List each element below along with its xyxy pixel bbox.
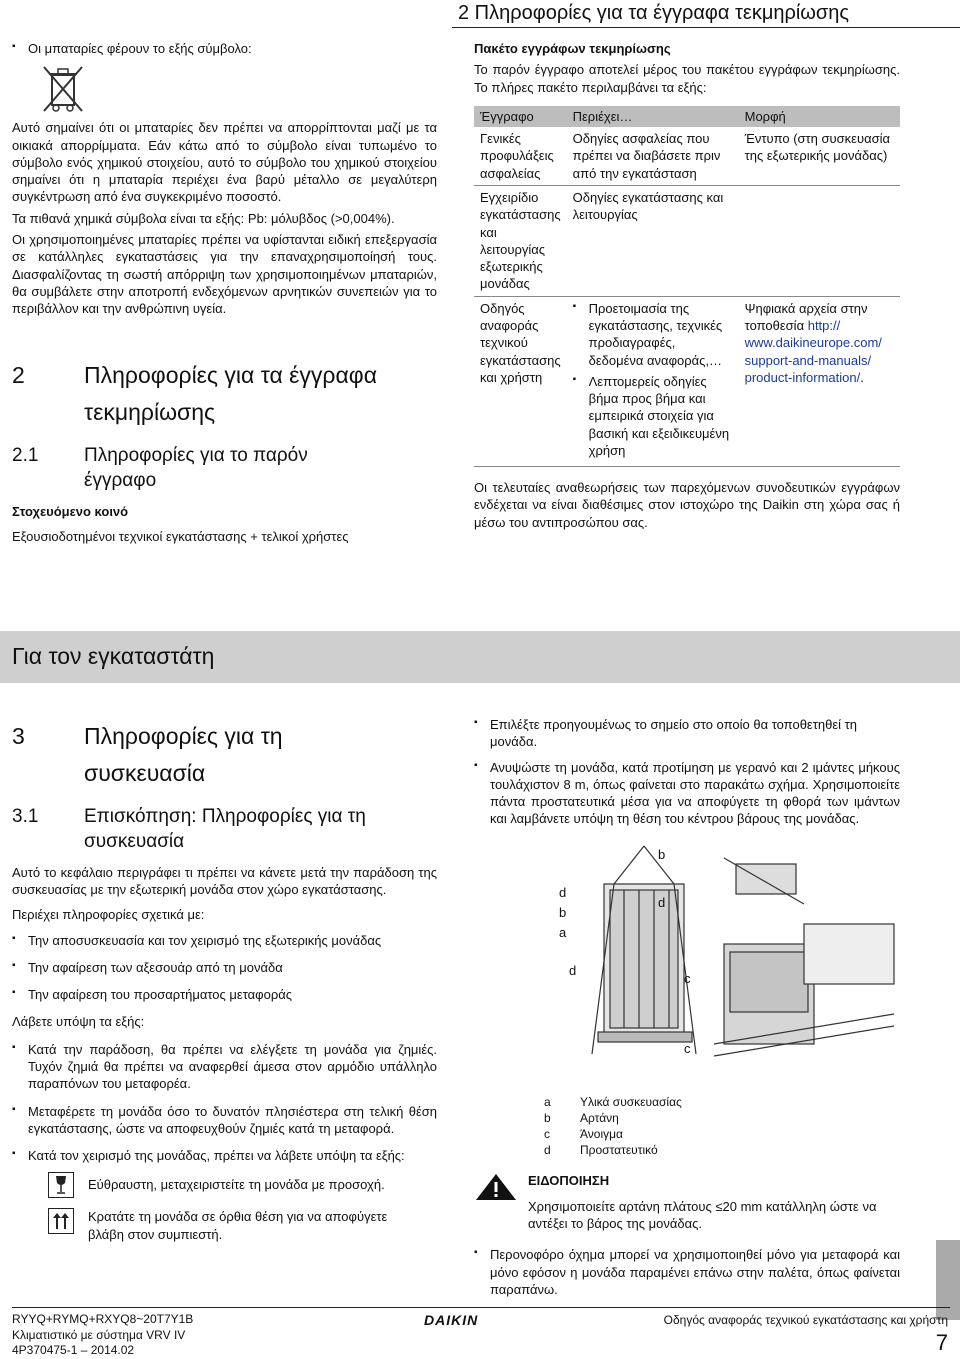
- list-item-text: Την αφαίρεση των αξεσουάρ από τη μονάδα: [28, 959, 283, 975]
- cell-format: [739, 296, 900, 467]
- legend-item: [544, 1094, 900, 1110]
- notice-content: [528, 1172, 900, 1232]
- table-row: [474, 185, 900, 296]
- mind-list: [12, 1041, 437, 1165]
- battery-para-3: Οι χρησιμοποιημένες μπαταρίες πρέπει να υφίστανται ειδική επεξεργασία σε κατάλληλες εγκαταστάσεις για την επαναχρησιμοποίησή τους. Διασφαλίζοντας τη σωστή απόρριψη των χρησιμοποιημένων μπαταριών, θα συμβάλετε στην αποτροπή ενδεχόμενων αρνητικών συνεπειών για το περιβάλλον και την ανθρώπινη υγεία.: [12, 231, 437, 317]
- pack-title: Πακέτο εγγράφων τεκμηρίωσης: [474, 41, 671, 56]
- list-item-text: Ανυψώστε τη μονάδα, κατά προτίμηση με γερανό και 2 ιμάντες μήκους τουλάχιστον 8 m, όπως φαίνεται στο παρακάτω σχήμα. Χρησιμοποιείτε πάντα προστατευτικά μέσα για να αποφύγετε τη φθορά των ιμάντων και λαμβάνετε υπόψη τη θέση του κέντρου βάρους της μονάδας.: [490, 759, 900, 827]
- contains-list: [573, 300, 733, 460]
- notice-title: ΕΙΔΟΠΟΙΗΣΗ: [528, 1173, 610, 1189]
- upright-note: [48, 1208, 437, 1243]
- battery-bullet-list: [12, 40, 437, 57]
- list-item-text: Προετοιμασία της εγκατάστασης, τεχνικές προδιαγραφές, δεδομένα αναφοράς,…: [588, 300, 723, 368]
- figure-label: a: [559, 924, 567, 940]
- figure-label: d: [658, 894, 666, 910]
- daikin-url-link[interactable]: http:// www.daikineurope.com/ support-and-manuals/ product-information/: [744, 317, 882, 385]
- section-3-heading: [12, 718, 437, 792]
- footer-model: RYYQ+RYMQ+RXYQ8~20T7Y1B: [12, 1312, 194, 1326]
- figure-label: b: [658, 846, 666, 862]
- footer-left: [12, 1312, 193, 1359]
- list-item: [474, 1246, 900, 1298]
- upright-arrows-icon: [48, 1208, 74, 1234]
- cell-doc: Οδηγός αναφοράς τεχνικού εγκατάστασης και χρήστη: [474, 296, 567, 467]
- mind-label: Λάβετε υπόψη τα εξής:: [12, 1014, 145, 1030]
- contains-list: [12, 932, 437, 1004]
- section-3-1-number: 3.1: [12, 805, 39, 827]
- list-item: [12, 1103, 437, 1138]
- crossed-bin-icon: [40, 63, 86, 115]
- legend-text: Αρτάνη: [580, 1110, 619, 1125]
- legend-item: [544, 1126, 900, 1142]
- running-header: 2 Πληροφορίες για τα έγγραφα τεκμηρίωσης: [458, 2, 850, 24]
- section-2-heading: [12, 357, 437, 431]
- section-3-title: Πληροφορίες για τη συσκευασία: [84, 723, 283, 786]
- fragile-text: Εύθραυστη, μεταχειριστείτε τη μονάδα με προσοχή.: [88, 1177, 385, 1193]
- list-item: [573, 373, 733, 459]
- fragile-glass-icon: [48, 1172, 74, 1198]
- cell-contains: Οδηγίες ασφαλείας που πρέπει να διαβάσετε πριν από την εγκατάσταση: [567, 127, 739, 185]
- legend-text: Άνοιγμα: [580, 1127, 623, 1142]
- col-document: Έγγραφο: [474, 106, 567, 127]
- page-number: 7: [935, 1330, 948, 1355]
- figure-label: d: [569, 962, 577, 978]
- cell-format: [739, 185, 900, 296]
- band-title: Για τον εγκαταστάτη: [12, 643, 215, 669]
- right-top-column: [474, 40, 900, 531]
- format-text: Ψηφιακά αρχεία στην τοποθεσία: [744, 300, 868, 333]
- list-item-text: Μεταφέρετε τη μονάδα όσο το δυνατόν πλησιέστερα στη τελική θέση εγκατάστασης, ώστε να αποφευχθούν ζημιές κατά τη μεταφορά.: [28, 1103, 437, 1136]
- footer-code: 4P370475-1 – 2014.02: [12, 1343, 135, 1358]
- left-bottom-column: [12, 718, 437, 1243]
- list-item: [12, 1147, 437, 1164]
- list-item: [12, 932, 437, 949]
- left-top-column: [12, 40, 437, 546]
- list-item-text: Λεπτομερείς οδηγίες βήμα προς βήμα και εμπειρικά στοιχεία για βασική και εξειδικευμένη χρήση: [588, 373, 730, 458]
- list-item: [474, 759, 900, 828]
- figure-label: d: [559, 884, 567, 900]
- legend-text: Προστατευτικό: [580, 1143, 658, 1158]
- section-3-1-title: Επισκόπηση: Πληροφορίες για τη συσκευασία: [84, 805, 366, 852]
- list-item-text: Την αφαίρεση του προσαρτήματος μεταφοράς: [28, 987, 292, 1003]
- legend-text: Υλικά συσκευασίας: [580, 1094, 682, 1109]
- legend-key: b: [544, 1110, 551, 1125]
- figure-label: b: [559, 904, 567, 920]
- legend-key: a: [544, 1094, 551, 1109]
- battery-bullet-text: Οι μπαταρίες φέρουν το εξής σύμβολο:: [28, 41, 252, 56]
- figure-label: c: [684, 1040, 691, 1056]
- legend-item: [544, 1110, 900, 1126]
- section-3-number: 3: [12, 723, 25, 749]
- footer-system: Κλιματιστικό με σύστημα VRV IV: [12, 1327, 186, 1342]
- list-item: [12, 986, 437, 1003]
- list-item-text: Περονοφόρο όχημα μπορεί να χρησιμοποιηθεί μόνο για μεταφορά και μόνο εφόσον η μονάδα παραμένει επάνω στην παλέτα, όπως φαίνεται παραπάνω.: [490, 1247, 900, 1297]
- notice-text: Χρησιμοποιείτε αρτάνη πλάτους ≤20 mm κατάλληλη ώστε να αντέξει το βάρος της μονάδας.: [528, 1198, 877, 1231]
- footer-guide: Οδηγός αναφοράς τεχνικού εγκατάστασης και χρήστη: [663, 1313, 948, 1327]
- section-2-1-number: 2.1: [12, 444, 39, 466]
- packaging-intro: Αυτό το κεφάλαιο περιγράφει τι πρέπει να κάνετε μετά την παράδοση της συσκευασίας με την εξωτερική μονάδα στον χώρο εγκατάστασης.: [12, 864, 437, 898]
- list-item: [12, 959, 437, 976]
- battery-para-1: Αυτό σημαίνει ότι οι μπαταρίες δεν πρέπει να απορρίπτονται μαζί με τα οικιακά απορρίμματα. Εάν κάτω από το σύμβολο είναι τυπωμένο το σύμβολο ενός χημικού στοιχείου, αυτό το σύμβολο του χημικού στοιχείου σημαίνει ότι η μπαταρία περιέχει ένα βαρύ μέταλλο σε μεγαλύτερη συγκέντρωση από ένα συγκεκριμένο ποσοστό.: [12, 120, 437, 205]
- list-item: [12, 1041, 437, 1093]
- list-item-text: Κατά τον χειρισμό της μονάδας, πρέπει να λάβετε υπόψη τα εξής:: [28, 1148, 405, 1164]
- brand-name: DAIKIN: [424, 1312, 479, 1328]
- section-2-1-title: Πληροφορίες για το παρόν έγγραφο: [84, 444, 308, 492]
- figure-label: c: [684, 970, 691, 986]
- footer-rule: [12, 1307, 950, 1308]
- docs-note: Οι τελευταίες αναθεωρήσεις των παρεχόμενων συνοδευτικών εγγράφων ενδέχεται να είναι διαθέσιμες στον ιστοχώρο της Daikin στη χώρα σας ή μέσω του αντιπροσώπου σας.: [474, 480, 900, 530]
- side-tab: [936, 1240, 960, 1320]
- list-item: [573, 300, 733, 369]
- pack-text: Το παρόν έγγραφο αποτελεί μέρος του πακέτου εγγράφων τεκμηρίωσης. Το πλήρες πακέτο περιλαμβάνει τα εξής:: [474, 62, 900, 95]
- fragile-note: [48, 1172, 437, 1198]
- battery-bullet: [12, 40, 437, 57]
- documents-table: [474, 106, 900, 467]
- right-bottom-column: [474, 716, 900, 1302]
- legend-key: d: [544, 1143, 551, 1158]
- section-2-number: 2: [12, 362, 25, 389]
- cell-contains: Οδηγίες εγκατάστασης και λειτουργίας: [567, 185, 739, 296]
- col-contains: Περιέχει…: [567, 106, 739, 127]
- section-2-title: Πληροφορίες για τα έγγραφα τεκμηρίωσης: [84, 362, 377, 426]
- cell-doc: Εγχειρίδιο εγκατάστασης και λειτουργίας εξωτερικής μονάδας: [474, 185, 567, 296]
- cell-doc: Γενικές προφυλάξεις ασφαλείας: [474, 127, 567, 185]
- warning-icon: [474, 1172, 518, 1202]
- header-rule: [452, 27, 960, 28]
- figure-legend: [544, 1094, 900, 1159]
- list-item-text: Την αποσυσκευασία και τον χειρισμό της εξωτερικής μονάδας: [28, 932, 382, 948]
- forklift-list: [474, 1246, 900, 1298]
- notice-box: [474, 1172, 900, 1232]
- audience-title: Στοχευόμενο κοινό: [12, 504, 129, 520]
- lifting-figure: [474, 844, 900, 1084]
- section-2-1-heading: [12, 443, 437, 493]
- audience-text: Εξουσιοδοτημένοι τεχνικοί εγκατάστασης + τελικοί χρήστες: [12, 529, 349, 545]
- format-end: .: [860, 369, 864, 385]
- list-item: [474, 716, 900, 751]
- upright-text: Κρατάτε τη μονάδα σε όρθια θέση για να αποφύγετε βλάβη στον συμπιεστή.: [88, 1209, 388, 1242]
- cell-contains: [567, 296, 739, 467]
- table-row: [474, 127, 900, 185]
- legend-key: c: [544, 1127, 550, 1142]
- list-item-text: Κατά την παράδοση, θα πρέπει να ελέγξετε τη μονάδα για ζημιές. Τυχόν ζημιά θα πρέπει να αναφερθεί άμεσα στον αρμόδιο υπάλληλο παραπόνων του μεταφορέα.: [28, 1041, 437, 1092]
- daikin-logo: [424, 1311, 478, 1330]
- battery-para-2: Τα πιθανά χημικά σύμβολα είναι τα εξής: Pb: μόλυβδος (>0,004%).: [12, 210, 395, 226]
- list-item-text: Επιλέξτε προηγουμένως το σημείο στο οποίο θα τοποθετηθεί τη μονάδα.: [490, 717, 857, 750]
- cell-format: Έντυπο (στη συσκευασία της εξωτερικής μονάδας): [739, 127, 900, 185]
- legend-item: [544, 1142, 900, 1158]
- section-3-1-heading: [12, 804, 437, 854]
- contains-label: Περιέχει πληροφορίες σχετικά με:: [12, 907, 205, 923]
- table-row: [474, 296, 900, 467]
- col-format: Μορφή: [739, 106, 900, 127]
- handling-list: [474, 716, 900, 828]
